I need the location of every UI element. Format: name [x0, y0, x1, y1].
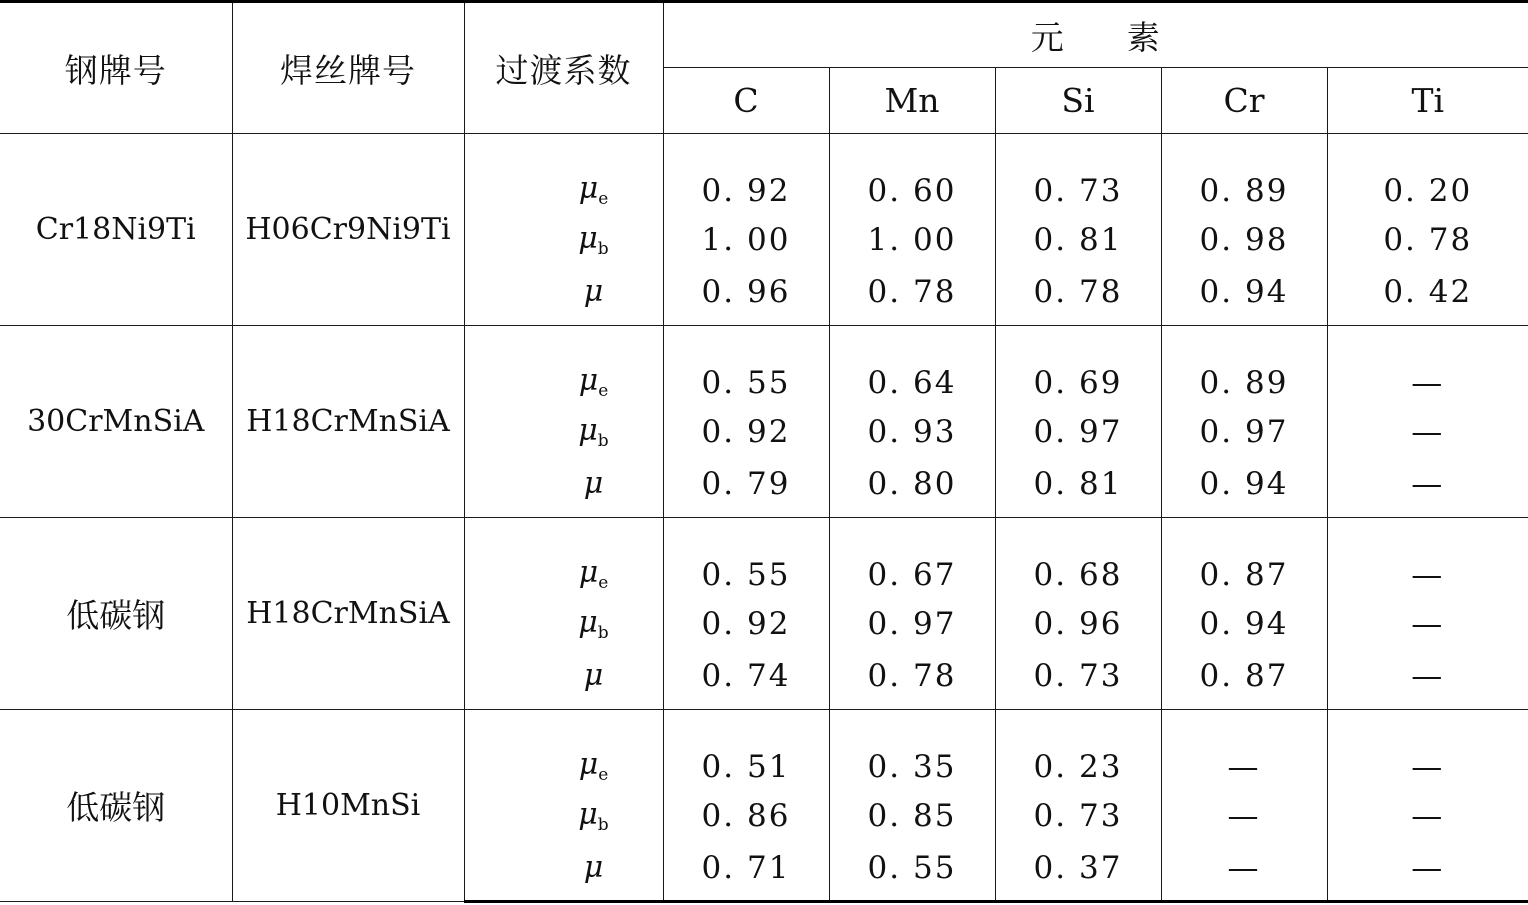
value-cell-c: 0. 55 [663, 518, 829, 597]
value-cell-si: 0. 37 [995, 844, 1161, 902]
header-element-ti: Ti [1327, 68, 1528, 134]
value-cell-ti: — [1327, 710, 1528, 789]
value-cell-c: 0. 71 [663, 844, 829, 902]
value-cell-si: 0. 97 [995, 405, 1161, 460]
value-cell-cr: 0. 94 [1161, 268, 1327, 326]
coefficient-symbol-cell [464, 844, 663, 902]
value-cell-si: 0. 73 [995, 134, 1161, 213]
coefficient-symbol-cell [464, 268, 663, 326]
coefficient-subscript: b [597, 431, 609, 451]
value-cell-ti: — [1327, 518, 1528, 597]
coefficient-symbol-cell [464, 134, 663, 213]
coefficient-symbol-cell [464, 405, 663, 460]
coefficient-symbol: μ [578, 221, 598, 256]
value-cell-si: 0. 96 [995, 597, 1161, 652]
value-cell-c: 0. 92 [663, 134, 829, 213]
wire-grade-cell: H18CrMnSiA [232, 326, 464, 518]
value-cell-si: 0. 81 [995, 213, 1161, 268]
value-cell-mn: 0. 55 [829, 844, 995, 902]
header-elements [663, 2, 1528, 68]
coefficient-subscript: e [598, 764, 609, 785]
value-cell-ti: 0. 78 [1327, 213, 1528, 268]
coefficient-symbol: μ [578, 554, 599, 590]
header-elements-char-2: 素 [1126, 17, 1161, 57]
value-cell-c: 0. 86 [663, 789, 829, 844]
value-cell-si: 0. 68 [995, 518, 1161, 597]
value-cell-si: 0. 73 [995, 652, 1161, 710]
coefficient-symbol: μ [583, 273, 604, 309]
header-elements-char-1: 元 [1030, 17, 1065, 57]
table-row [0, 134, 1528, 213]
value-cell-cr: 0. 94 [1161, 597, 1327, 652]
coefficient-symbol: μ [578, 362, 599, 398]
value-cell-c: 0. 92 [663, 405, 829, 460]
header-coefficient: 过渡系数 [464, 2, 663, 134]
value-cell-ti: — [1327, 460, 1528, 518]
value-cell-mn: 0. 97 [829, 597, 995, 652]
coefficient-symbol-cell [464, 597, 663, 652]
coefficient-symbol: μ [578, 746, 599, 782]
coefficient-subscript: b [597, 815, 609, 835]
table-row [0, 518, 1528, 597]
steel-grade-cell: 低碳钢 [0, 518, 232, 710]
value-cell-ti: 0. 20 [1327, 134, 1528, 213]
value-cell-mn: 0. 93 [829, 405, 995, 460]
header-element-c: C [663, 68, 829, 134]
table-row [0, 710, 1528, 789]
wire-grade-cell: H06Cr9Ni9Ti [232, 134, 464, 326]
value-cell-ti: — [1327, 789, 1528, 844]
coefficient-symbol: μ [578, 605, 598, 640]
value-cell-c: 0. 74 [663, 652, 829, 710]
header-element-si: Si [995, 68, 1161, 134]
table-body [0, 134, 1528, 902]
value-cell-ti: — [1327, 844, 1528, 902]
coefficient-symbol-cell [464, 710, 663, 789]
value-cell-ti: — [1327, 652, 1528, 710]
value-cell-cr: 0. 89 [1161, 326, 1327, 405]
coefficient-symbol: μ [583, 657, 604, 693]
value-cell-cr: — [1161, 789, 1327, 844]
value-cell-si: 0. 78 [995, 268, 1161, 326]
coefficient-symbol: μ [583, 465, 604, 501]
value-cell-mn: 0. 78 [829, 268, 995, 326]
value-cell-c: 0. 96 [663, 268, 829, 326]
wire-grade-cell: H18CrMnSiA [232, 518, 464, 710]
header-element-mn: Mn [829, 68, 995, 134]
value-cell-cr: — [1161, 844, 1327, 902]
value-cell-c: 0. 92 [663, 597, 829, 652]
coefficient-symbol-cell [464, 652, 663, 710]
value-cell-mn: 1. 00 [829, 213, 995, 268]
wire-grade-cell: H10MnSi [232, 710, 464, 902]
coefficient-symbol-cell [464, 460, 663, 518]
value-cell-mn: 0. 60 [829, 134, 995, 213]
value-cell-si: 0. 23 [995, 710, 1161, 789]
value-cell-cr: 0. 97 [1161, 405, 1327, 460]
value-cell-cr: 0. 94 [1161, 460, 1327, 518]
header-element-cr: Cr [1161, 68, 1327, 134]
value-cell-ti: 0. 42 [1327, 268, 1528, 326]
value-cell-cr: 0. 87 [1161, 652, 1327, 710]
value-cell-c: 1. 00 [663, 213, 829, 268]
value-cell-c: 0. 79 [663, 460, 829, 518]
table-row [0, 326, 1528, 405]
coefficient-subscript: b [597, 239, 609, 259]
value-cell-mn: 0. 85 [829, 789, 995, 844]
value-cell-mn: 0. 67 [829, 518, 995, 597]
steel-grade-cell: 30CrMnSiA [0, 326, 232, 518]
coefficient-symbol: μ [578, 797, 598, 832]
coefficient-subscript: e [598, 572, 609, 593]
coefficient-symbol: μ [578, 413, 598, 448]
value-cell-si: 0. 69 [995, 326, 1161, 405]
steel-grade-cell: 低碳钢 [0, 710, 232, 902]
value-cell-si: 0. 73 [995, 789, 1161, 844]
value-cell-ti: — [1327, 326, 1528, 405]
value-cell-ti: — [1327, 597, 1528, 652]
value-cell-cr: — [1161, 710, 1327, 789]
coefficient-symbol-cell [464, 518, 663, 597]
header-wire-grade: 焊丝牌号 [232, 2, 464, 134]
coefficient-subscript: b [597, 623, 609, 643]
value-cell-cr: 0. 87 [1161, 518, 1327, 597]
value-cell-si: 0. 81 [995, 460, 1161, 518]
coefficient-subscript: e [598, 188, 609, 209]
value-cell-cr: 0. 89 [1161, 134, 1327, 213]
value-cell-mn: 0. 80 [829, 460, 995, 518]
value-cell-mn: 0. 64 [829, 326, 995, 405]
value-cell-mn: 0. 78 [829, 652, 995, 710]
coefficient-symbol: μ [578, 170, 599, 206]
coefficient-symbol: μ [583, 849, 604, 885]
value-cell-cr: 0. 98 [1161, 213, 1327, 268]
coefficient-symbol-cell [464, 326, 663, 405]
steel-grade-cell: Cr18Ni9Ti [0, 134, 232, 326]
coefficient-symbol-cell [464, 213, 663, 268]
header-steel-grade: 钢牌号 [0, 2, 232, 134]
coefficient-subscript: e [598, 380, 609, 401]
coefficient-symbol-cell [464, 789, 663, 844]
value-cell-mn: 0. 35 [829, 710, 995, 789]
value-cell-c: 0. 55 [663, 326, 829, 405]
value-cell-c: 0. 51 [663, 710, 829, 789]
value-cell-ti: — [1327, 405, 1528, 460]
